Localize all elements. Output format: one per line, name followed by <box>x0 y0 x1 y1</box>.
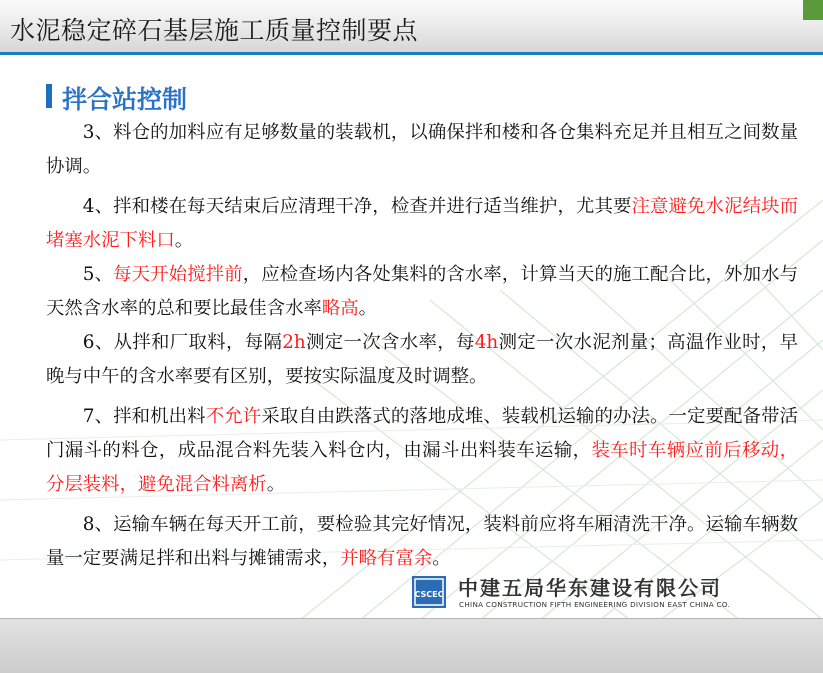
footer-band <box>0 618 823 673</box>
highlight-text: 注意避免水泥结块而堵塞水泥下料口 <box>46 196 798 251</box>
company-logo <box>412 576 446 608</box>
logo-text: CSCEC <box>414 590 444 599</box>
slide-content <box>46 116 798 582</box>
highlight-text: 装车时车辆应前后移动，分层装料，避免混合料离析 <box>46 440 798 495</box>
body-text: 4、拌和楼在每天结束后应清理干净，检查并进行适当维护，尤其要 <box>82 196 632 217</box>
body-text: 测定一次水泥剂量；高温作业时，早晚与中午的含水率要有区别，要按实际温度及时调整。 <box>46 332 798 387</box>
body-text: 7、拌和机出料 <box>82 406 206 427</box>
body-text: 采取自由跌落式的落地成堆、装载机运输的办法。一定要配备带活门漏斗的料仓，成品混合料先装入料仓内，由漏斗出料装车运输， <box>46 406 798 461</box>
body-text: ，应检查场内各处集料的含水率，计算当天的施工配合比，外加水与天然含水率的总和要比最佳含水率 <box>46 264 798 319</box>
company-name-en: CHINA CONSTRUCTION FIFTH ENGINEERING DIVISION EAST CHINA CO. <box>459 600 731 609</box>
body-text: 6、从拌和厂取料，每隔 <box>82 332 283 353</box>
paragraph-7 <box>46 400 798 502</box>
highlight-text: 略高 <box>321 298 359 319</box>
body-text: 。 <box>266 474 286 495</box>
body-text: 测定一次含水率，每 <box>305 332 475 353</box>
body-text: 。 <box>432 548 451 569</box>
highlight-text: 并略有富余 <box>340 548 433 569</box>
paragraph-6 <box>46 326 798 394</box>
body-text: 3、料仓的加料应有足够数量的装载机，以确保拌和楼和各仓集料充足并且相互之间数量协调。 <box>46 122 798 177</box>
body-text: 。 <box>358 298 378 319</box>
highlight-text: 4h <box>474 332 499 353</box>
body-text: 8、运输车辆在每天开工前，要检验其完好情况，装料前应将车厢清洗干净。运输车辆数量一定要满足拌和出料与摊铺需求， <box>46 514 798 569</box>
section-heading-text: 拌合站控制 <box>62 85 188 114</box>
paragraph-3 <box>46 116 798 184</box>
slide-title: 水泥稳定碎石基层施工质量控制要点 <box>10 16 419 45</box>
paragraph-8 <box>46 508 798 576</box>
body-text: 5、 <box>82 264 114 285</box>
highlight-text: 2h <box>282 332 306 353</box>
paragraph-5 <box>46 258 798 326</box>
title-bar <box>0 0 823 53</box>
highlight-text: 每天开始搅拌前 <box>113 264 243 285</box>
section-bar-marker <box>46 84 52 108</box>
highlight-text: 不允许 <box>205 406 262 427</box>
title-corner-accent <box>803 0 823 20</box>
title-underline <box>0 52 823 55</box>
company-name-cn: 中建五局华东建设有限公司 <box>458 576 722 600</box>
paragraph-4 <box>46 190 798 258</box>
body-text: 。 <box>174 230 194 251</box>
